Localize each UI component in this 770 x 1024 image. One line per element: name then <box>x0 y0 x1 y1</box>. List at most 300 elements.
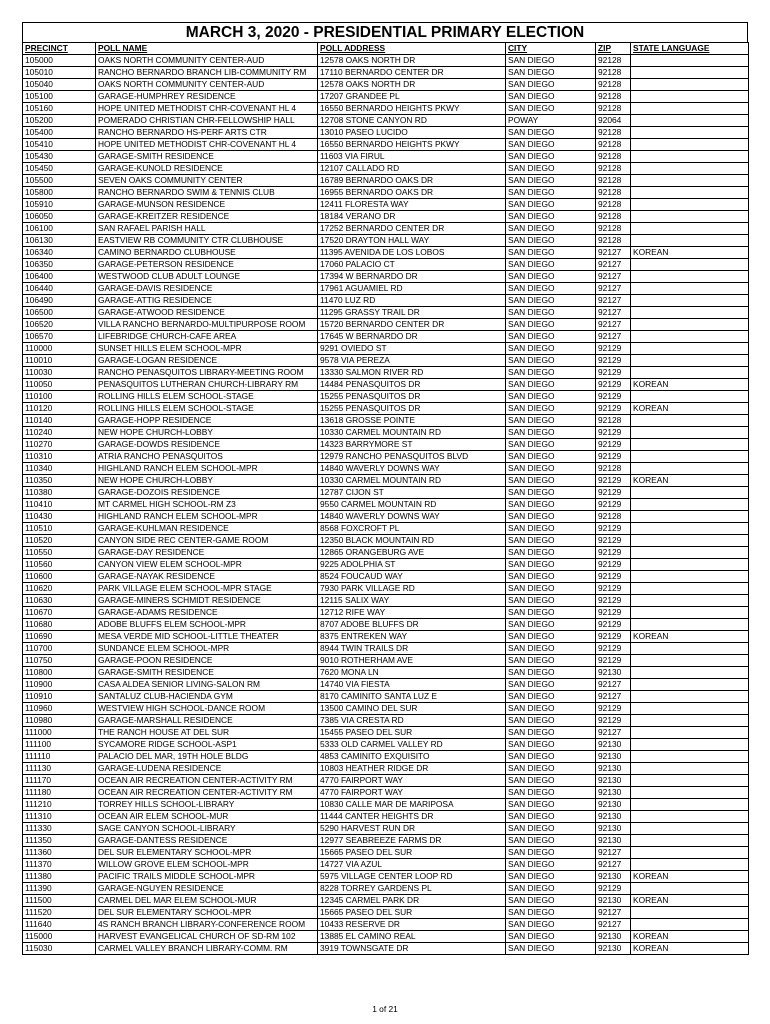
poll-name-cell: GARAGE-DOWDS RESIDENCE <box>96 439 318 451</box>
table-row <box>23 103 749 115</box>
table-header-row <box>23 43 749 55</box>
city-cell: SAN DIEGO <box>506 943 596 955</box>
table-row <box>23 847 749 859</box>
poll-address-cell: 12977 SEABREEZE FARMS DR <box>318 835 506 847</box>
precinct-cell: 111180 <box>23 787 96 799</box>
table-row <box>23 523 749 535</box>
precinct-cell: 106400 <box>23 271 96 283</box>
state-language-cell <box>631 763 749 775</box>
page-number: 1 of 21 <box>372 1004 398 1014</box>
table-row <box>23 139 749 151</box>
poll-address-cell: 12865 ORANGEBURG AVE <box>318 547 506 559</box>
poll-address-cell: 8524 FOUCAUD WAY <box>318 571 506 583</box>
state-language-cell: KOREAN <box>631 379 749 391</box>
zip-cell: 92128 <box>596 511 631 523</box>
zip-cell: 92127 <box>596 259 631 271</box>
poll-address-cell: 7620 MONA LN <box>318 667 506 679</box>
zip-cell: 92130 <box>596 895 631 907</box>
precinct-cell: 111210 <box>23 799 96 811</box>
poll-address-cell: 8707 ADOBE BLUFFS DR <box>318 619 506 631</box>
state-language-cell <box>631 211 749 223</box>
state-language-cell <box>631 739 749 751</box>
city-cell: SAN DIEGO <box>506 391 596 403</box>
table-row <box>23 547 749 559</box>
poll-address-cell: 13885 EL CAMINO REAL <box>318 931 506 943</box>
table-row <box>23 79 749 91</box>
city-cell: SAN DIEGO <box>506 751 596 763</box>
precinct-cell: 106490 <box>23 295 96 307</box>
precinct-cell: 110030 <box>23 367 96 379</box>
table-row <box>23 451 749 463</box>
table-row <box>23 739 749 751</box>
precinct-cell: 110680 <box>23 619 96 631</box>
poll-address-cell: 13010 PASEO LUCIDO <box>318 127 506 139</box>
city-cell: SAN DIEGO <box>506 343 596 355</box>
state-language-cell <box>631 55 749 67</box>
state-language-cell <box>631 715 749 727</box>
poll-name-cell: DEL SUR ELEMENTARY SCHOOL-MPR <box>96 847 318 859</box>
poll-address-cell: 14740 VIA FIESTA <box>318 679 506 691</box>
zip-cell: 92129 <box>596 595 631 607</box>
table-row <box>23 187 749 199</box>
precinct-cell: 110630 <box>23 595 96 607</box>
state-language-cell <box>631 427 749 439</box>
city-cell: SAN DIEGO <box>506 763 596 775</box>
table-row <box>23 91 749 103</box>
precinct-cell: 115030 <box>23 943 96 955</box>
city-cell: SAN DIEGO <box>506 871 596 883</box>
poll-address-cell: 8228 TORREY GARDENS PL <box>318 883 506 895</box>
poll-name-cell: OCEAN AIR RECREATION CENTER-ACTIVITY RM <box>96 775 318 787</box>
poll-name-cell: OCEAN AIR ELEM SCHOOL-MUR <box>96 811 318 823</box>
zip-cell: 92127 <box>596 307 631 319</box>
poll-address-cell: 9550 CARMEL MOUNTAIN RD <box>318 499 506 511</box>
poll-name-cell: GARAGE-LOGAN RESIDENCE <box>96 355 318 367</box>
precinct-cell: 105500 <box>23 175 96 187</box>
zip-cell: 92128 <box>596 199 631 211</box>
poll-name-cell: GARAGE-NGUYEN RESIDENCE <box>96 883 318 895</box>
poll-address-cell: 12350 BLACK MOUNTAIN RD <box>318 535 506 547</box>
table-row <box>23 403 749 415</box>
poll-address-cell: 18184 VERANO DR <box>318 211 506 223</box>
poll-name-cell: GARAGE-ATWOOD RESIDENCE <box>96 307 318 319</box>
poll-address-cell: 14484 PENASQUITOS DR <box>318 379 506 391</box>
precinct-cell: 111350 <box>23 835 96 847</box>
table-body <box>23 55 749 955</box>
table-row <box>23 943 749 955</box>
poll-address-cell: 12708 STONE CANYON RD <box>318 115 506 127</box>
zip-cell: 92129 <box>596 547 631 559</box>
table-row <box>23 475 749 487</box>
poll-name-cell: CANYON SIDE REC CENTER-GAME ROOM <box>96 535 318 547</box>
zip-cell: 92128 <box>596 187 631 199</box>
poll-name-cell: PACIFIC TRAILS MIDDLE SCHOOL-MPR <box>96 871 318 883</box>
table-row <box>23 775 749 787</box>
zip-cell: 92129 <box>596 427 631 439</box>
state-language-cell <box>631 811 749 823</box>
poll-name-cell: PARK VILLAGE ELEM SCHOOL-MPR STAGE <box>96 583 318 595</box>
poll-name-cell: GARAGE-POON RESIDENCE <box>96 655 318 667</box>
zip-cell: 92064 <box>596 115 631 127</box>
table-row <box>23 499 749 511</box>
zip-cell: 92129 <box>596 439 631 451</box>
city-cell: SAN DIEGO <box>506 907 596 919</box>
precinct-cell: 105430 <box>23 151 96 163</box>
poll-name-cell: THE RANCH HOUSE AT DEL SUR <box>96 727 318 739</box>
poll-name-cell: SANTALUZ CLUB-HACIENDA GYM <box>96 691 318 703</box>
table-row <box>23 655 749 667</box>
poll-name-cell: GARAGE-DAVIS RESIDENCE <box>96 283 318 295</box>
state-language-cell <box>631 571 749 583</box>
table-row <box>23 163 749 175</box>
precinct-cell: 110560 <box>23 559 96 571</box>
poll-name-cell: MT CARMEL HIGH SCHOOL-RM Z3 <box>96 499 318 511</box>
precinct-cell: 110600 <box>23 571 96 583</box>
city-cell: SAN DIEGO <box>506 367 596 379</box>
precinct-cell: 110900 <box>23 679 96 691</box>
poll-address-cell: 12578 OAKS NORTH DR <box>318 55 506 67</box>
precinct-cell: 110310 <box>23 451 96 463</box>
precinct-cell: 111330 <box>23 823 96 835</box>
state-language-cell: KOREAN <box>631 403 749 415</box>
poll-name-cell: WESTWOOD CLUB ADULT LOUNGE <box>96 271 318 283</box>
zip-cell: 92130 <box>596 823 631 835</box>
city-cell: SAN DIEGO <box>506 655 596 667</box>
precinct-cell: 105410 <box>23 139 96 151</box>
poll-name-cell: HARVEST EVANGELICAL CHURCH OF SD-RM 102 <box>96 931 318 943</box>
poll-name-cell: HIGHLAND RANCH ELEM SCHOOL-MPR <box>96 463 318 475</box>
city-cell: SAN DIEGO <box>506 799 596 811</box>
poll-address-cell: 11470 LUZ RD <box>318 295 506 307</box>
precinct-cell: 105010 <box>23 67 96 79</box>
state-language-cell <box>631 115 749 127</box>
zip-cell: 92127 <box>596 691 631 703</box>
table-row <box>23 907 749 919</box>
city-cell: SAN DIEGO <box>506 619 596 631</box>
poll-name-cell: CARMEL VALLEY BRANCH LIBRARY-COMM. RM <box>96 943 318 955</box>
poll-name-cell: GARAGE-NAYAK RESIDENCE <box>96 571 318 583</box>
zip-cell: 92130 <box>596 943 631 955</box>
zip-cell: 92130 <box>596 799 631 811</box>
poll-address-cell: 12411 FLORESTA WAY <box>318 199 506 211</box>
poll-name-cell: GARAGE-KREITZER RESIDENCE <box>96 211 318 223</box>
state-language-cell: KOREAN <box>631 871 749 883</box>
zip-cell: 92129 <box>596 619 631 631</box>
city-cell: SAN DIEGO <box>506 127 596 139</box>
city-cell: SAN DIEGO <box>506 571 596 583</box>
poll-address-cell: 7930 PARK VILLAGE RD <box>318 583 506 595</box>
precinct-cell: 110430 <box>23 511 96 523</box>
city-cell: SAN DIEGO <box>506 931 596 943</box>
zip-cell: 92129 <box>596 643 631 655</box>
state-language-cell <box>631 451 749 463</box>
precinct-cell: 111310 <box>23 811 96 823</box>
city-cell: SAN DIEGO <box>506 427 596 439</box>
table-row <box>23 211 749 223</box>
precinct-cell: 105800 <box>23 187 96 199</box>
state-language-cell <box>631 547 749 559</box>
table-row <box>23 835 749 847</box>
header-state-language: STATE LANGUAGE <box>631 43 749 55</box>
poll-name-cell: GARAGE-PETERSON RESIDENCE <box>96 259 318 271</box>
table-row <box>23 727 749 739</box>
header-city: CITY <box>506 43 596 55</box>
city-cell: SAN DIEGO <box>506 859 596 871</box>
table-row <box>23 643 749 655</box>
state-language-cell <box>631 679 749 691</box>
poll-address-cell: 12712 RIFE WAY <box>318 607 506 619</box>
precinct-cell: 110380 <box>23 487 96 499</box>
poll-name-cell: GARAGE-LUDENA RESIDENCE <box>96 763 318 775</box>
precinct-cell: 106520 <box>23 319 96 331</box>
poll-address-cell: 10330 CARMEL MOUNTAIN RD <box>318 475 506 487</box>
poll-name-cell: HIGHLAND RANCH ELEM SCHOOL-MPR <box>96 511 318 523</box>
state-language-cell <box>631 415 749 427</box>
poll-address-cell: 15455 PASEO DEL SUR <box>318 727 506 739</box>
state-language-cell <box>631 511 749 523</box>
zip-cell: 92129 <box>596 499 631 511</box>
zip-cell: 92129 <box>596 475 631 487</box>
state-language-cell <box>631 139 749 151</box>
table-row <box>23 355 749 367</box>
state-language-cell <box>631 883 749 895</box>
poll-name-cell: SYCAMORE RIDGE SCHOOL-ASP1 <box>96 739 318 751</box>
precinct-cell: 110670 <box>23 607 96 619</box>
table-row <box>23 763 749 775</box>
poll-address-cell: 12578 OAKS NORTH DR <box>318 79 506 91</box>
poll-name-cell: OAKS NORTH COMMUNITY CENTER-AUD <box>96 79 318 91</box>
city-cell: SAN DIEGO <box>506 679 596 691</box>
city-cell: SAN DIEGO <box>506 79 596 91</box>
city-cell: SAN DIEGO <box>506 835 596 847</box>
table-row <box>23 511 749 523</box>
state-language-cell <box>631 223 749 235</box>
poll-name-cell: POMERADO CHRISTIAN CHR-FELLOWSHIP HALL <box>96 115 318 127</box>
zip-cell: 92130 <box>596 739 631 751</box>
city-cell: SAN DIEGO <box>506 475 596 487</box>
poll-address-cell: 11603 VIA FIRUL <box>318 151 506 163</box>
state-language-cell <box>631 727 749 739</box>
city-cell: SAN DIEGO <box>506 535 596 547</box>
precinct-cell: 106440 <box>23 283 96 295</box>
precinct-cell: 111500 <box>23 895 96 907</box>
precinct-cell: 110000 <box>23 343 96 355</box>
poll-name-cell: RANCHO PENASQUITOS LIBRARY-MEETING ROOM <box>96 367 318 379</box>
city-cell: SAN DIEGO <box>506 919 596 931</box>
city-cell: SAN DIEGO <box>506 139 596 151</box>
table-row <box>23 427 749 439</box>
poll-name-cell: SEVEN OAKS COMMUNITY CENTER <box>96 175 318 187</box>
zip-cell: 92129 <box>596 367 631 379</box>
table-row <box>23 367 749 379</box>
zip-cell: 92127 <box>596 847 631 859</box>
table-row <box>23 823 749 835</box>
zip-cell: 92128 <box>596 463 631 475</box>
precinct-cell: 105400 <box>23 127 96 139</box>
poll-address-cell: 10330 CARMEL MOUNTAIN RD <box>318 427 506 439</box>
poll-name-cell: WILLOW GROVE ELEM SCHOOL-MPR <box>96 859 318 871</box>
poll-name-cell: RANCHO BERNARDO HS-PERF ARTS CTR <box>96 127 318 139</box>
table-row <box>23 667 749 679</box>
poll-address-cell: 9010 ROTHERHAM AVE <box>318 655 506 667</box>
city-cell: SAN DIEGO <box>506 727 596 739</box>
zip-cell: 92128 <box>596 163 631 175</box>
zip-cell: 92128 <box>596 415 631 427</box>
state-language-cell <box>631 67 749 79</box>
precinct-cell: 111130 <box>23 763 96 775</box>
table-row <box>23 259 749 271</box>
city-cell: SAN DIEGO <box>506 415 596 427</box>
zip-cell: 92130 <box>596 811 631 823</box>
state-language-cell: KOREAN <box>631 631 749 643</box>
zip-cell: 92129 <box>596 355 631 367</box>
precinct-cell: 110690 <box>23 631 96 643</box>
city-cell: SAN DIEGO <box>506 691 596 703</box>
header-poll-address: POLL ADDRESS <box>318 43 506 55</box>
precinct-cell: 111380 <box>23 871 96 883</box>
precinct-cell: 110120 <box>23 403 96 415</box>
poll-name-cell: GARAGE-MINERS SCHMIDT RESIDENCE <box>96 595 318 607</box>
zip-cell: 92129 <box>596 571 631 583</box>
table-row <box>23 859 749 871</box>
precinct-cell: 105910 <box>23 199 96 211</box>
zip-cell: 92129 <box>596 583 631 595</box>
zip-cell: 92128 <box>596 55 631 67</box>
state-language-cell <box>631 691 749 703</box>
poll-name-cell: CAMINO BERNARDO CLUBHOUSE <box>96 247 318 259</box>
precinct-cell: 111360 <box>23 847 96 859</box>
precinct-cell: 106350 <box>23 259 96 271</box>
state-language-cell <box>631 523 749 535</box>
state-language-cell <box>631 331 749 343</box>
city-cell: SAN DIEGO <box>506 211 596 223</box>
zip-cell: 92129 <box>596 559 631 571</box>
table-row <box>23 595 749 607</box>
table-row <box>23 127 749 139</box>
poll-address-cell: 11395 AVENIDA DE LOS LOBOS <box>318 247 506 259</box>
city-cell: SAN DIEGO <box>506 271 596 283</box>
state-language-cell <box>631 295 749 307</box>
precinct-cell: 110050 <box>23 379 96 391</box>
poll-address-cell: 5975 VILLAGE CENTER LOOP RD <box>318 871 506 883</box>
city-cell: SAN DIEGO <box>506 511 596 523</box>
zip-cell: 92127 <box>596 319 631 331</box>
city-cell: SAN DIEGO <box>506 91 596 103</box>
poll-address-cell: 17961 AGUAMIEL RD <box>318 283 506 295</box>
city-cell: SAN DIEGO <box>506 199 596 211</box>
table-row <box>23 583 749 595</box>
city-cell: SAN DIEGO <box>506 307 596 319</box>
city-cell: SAN DIEGO <box>506 607 596 619</box>
table-row <box>23 223 749 235</box>
zip-cell: 92127 <box>596 679 631 691</box>
state-language-cell <box>631 91 749 103</box>
city-cell: SAN DIEGO <box>506 331 596 343</box>
poll-name-cell: WESTVIEW HIGH SCHOOL-DANCE ROOM <box>96 703 318 715</box>
zip-cell: 92127 <box>596 247 631 259</box>
poll-address-cell: 17252 BERNARDO CENTER DR <box>318 223 506 235</box>
city-cell: SAN DIEGO <box>506 487 596 499</box>
state-language-cell <box>631 199 749 211</box>
zip-cell: 92128 <box>596 175 631 187</box>
zip-cell: 92128 <box>596 223 631 235</box>
city-cell: SAN DIEGO <box>506 883 596 895</box>
poll-address-cell: 10830 CALLE MAR DE MARIPOSA <box>318 799 506 811</box>
zip-cell: 92127 <box>596 331 631 343</box>
state-language-cell <box>631 391 749 403</box>
city-cell: SAN DIEGO <box>506 151 596 163</box>
poll-address-cell: 15255 PENASQUITOS DR <box>318 403 506 415</box>
state-language-cell <box>631 343 749 355</box>
zip-cell: 92128 <box>596 151 631 163</box>
poll-name-cell: EASTVIEW RB COMMUNITY CTR CLUBHOUSE <box>96 235 318 247</box>
poll-name-cell: GARAGE-KUNOLD RESIDENCE <box>96 163 318 175</box>
table-row <box>23 283 749 295</box>
city-cell: SAN DIEGO <box>506 547 596 559</box>
poll-name-cell: MESA VERDE MID SCHOOL-LITTLE THEATER <box>96 631 318 643</box>
poll-name-cell: ROLLING HILLS ELEM SCHOOL-STAGE <box>96 391 318 403</box>
state-language-cell <box>631 847 749 859</box>
poll-name-cell: SAGE CANYON SCHOOL-LIBRARY <box>96 823 318 835</box>
city-cell: SAN DIEGO <box>506 103 596 115</box>
precinct-cell: 110960 <box>23 703 96 715</box>
poll-name-cell: SUNSET HILLS ELEM SCHOOL-MPR <box>96 343 318 355</box>
precinct-cell: 110100 <box>23 391 96 403</box>
table-row <box>23 535 749 547</box>
poll-address-cell: 13618 GROSSE POINTE <box>318 415 506 427</box>
table-row <box>23 895 749 907</box>
poll-address-cell: 13500 CAMINO DEL SUR <box>318 703 506 715</box>
zip-cell: 92127 <box>596 283 631 295</box>
poll-address-cell: 4770 FAIRPORT WAY <box>318 775 506 787</box>
zip-cell: 92128 <box>596 79 631 91</box>
poll-address-cell: 16789 BERNARDO OAKS DR <box>318 175 506 187</box>
poll-address-cell: 8170 CAMINITO SANTA LUZ E <box>318 691 506 703</box>
state-language-cell <box>631 319 749 331</box>
city-cell: SAN DIEGO <box>506 583 596 595</box>
table-row <box>23 55 749 67</box>
precinct-cell: 110410 <box>23 499 96 511</box>
poll-name-cell: LIFEBRIDGE CHURCH-CAFE AREA <box>96 331 318 343</box>
zip-cell: 92129 <box>596 379 631 391</box>
precinct-cell: 110800 <box>23 667 96 679</box>
state-language-cell <box>631 619 749 631</box>
header-zip: ZIP <box>596 43 631 55</box>
zip-cell: 92129 <box>596 655 631 667</box>
city-cell: SAN DIEGO <box>506 715 596 727</box>
poll-address-cell: 10433 RESERVE DR <box>318 919 506 931</box>
table-row <box>23 787 749 799</box>
poll-address-cell: 17060 PALACIO CT <box>318 259 506 271</box>
poll-name-cell: TORREY HILLS SCHOOL-LIBRARY <box>96 799 318 811</box>
zip-cell: 92129 <box>596 607 631 619</box>
poll-address-cell: 8944 TWIN TRAILS DR <box>318 643 506 655</box>
table-row <box>23 631 749 643</box>
zip-cell: 92127 <box>596 271 631 283</box>
table-row <box>23 319 749 331</box>
city-cell: SAN DIEGO <box>506 379 596 391</box>
poll-name-cell: GARAGE-KUHLMAN RESIDENCE <box>96 523 318 535</box>
precinct-cell: 106570 <box>23 331 96 343</box>
zip-cell: 92127 <box>596 727 631 739</box>
zip-cell: 92129 <box>596 631 631 643</box>
state-language-cell <box>631 643 749 655</box>
precinct-cell: 105100 <box>23 91 96 103</box>
document-page <box>22 22 748 955</box>
state-language-cell <box>631 655 749 667</box>
state-language-cell: KOREAN <box>631 895 749 907</box>
city-cell: SAN DIEGO <box>506 667 596 679</box>
